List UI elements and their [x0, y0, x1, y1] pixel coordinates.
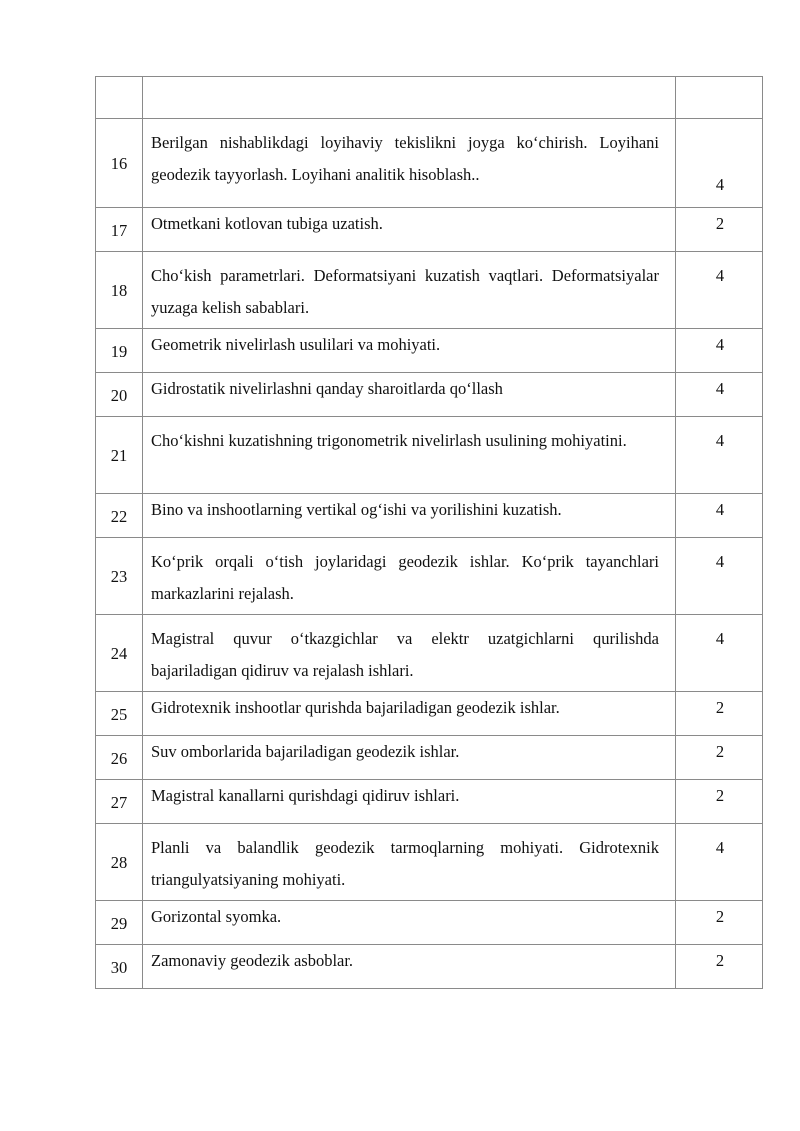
hours-value: 2	[676, 780, 763, 824]
row-number: 18	[96, 252, 143, 329]
topic-text: Gidrostatik nivelirlashni qanday sharoitlarda qo‘llash	[143, 373, 676, 417]
topic-text	[143, 77, 676, 119]
topic-text: Bino va inshootlarning vertikal og‘ishi va yorilishini kuzatish.	[143, 494, 676, 538]
hours-value: 4	[676, 329, 763, 373]
table-row	[96, 692, 763, 736]
topic-text: Zamonaviy geodezik asboblar.	[143, 945, 676, 989]
topics-table	[95, 76, 763, 989]
table-row	[96, 780, 763, 824]
row-number: 22	[96, 494, 143, 538]
table-row	[96, 615, 763, 692]
topic-text: Gorizontal syomka.	[143, 901, 676, 945]
hours-value: 4	[676, 119, 763, 208]
topic-text: Magistral quvur o‘tkazgichlar va elektr uzatgichlarni qurilishda bajariladigan qidiruv va rejalash ishlari.	[143, 615, 676, 692]
hours-value: 4	[676, 417, 763, 494]
table-row	[96, 329, 763, 373]
table-row	[96, 252, 763, 329]
table-row	[96, 538, 763, 615]
hours-value: 4	[676, 538, 763, 615]
row-number: 20	[96, 373, 143, 417]
row-number: 24	[96, 615, 143, 692]
row-number: 17	[96, 208, 143, 252]
row-number: 19	[96, 329, 143, 373]
row-number: 28	[96, 824, 143, 901]
hours-value: 2	[676, 692, 763, 736]
hours-value: 4	[676, 252, 763, 329]
topic-text: Suv omborlarida bajariladigan geodezik ishlar.	[143, 736, 676, 780]
topic-text: Cho‘kish parametrlari. Deformatsiyani kuzatish vaqtlari. Deformatsiyalar yuzaga kelish sabablari.	[143, 252, 676, 329]
table-row	[96, 945, 763, 989]
hours-value: 2	[676, 208, 763, 252]
topic-text: Gidrotexnik inshootlar qurishda bajariladigan geodezik ishlar.	[143, 692, 676, 736]
table-row	[96, 373, 763, 417]
row-number: 27	[96, 780, 143, 824]
hours-value: 2	[676, 736, 763, 780]
table-row	[96, 208, 763, 252]
hours-value: 2	[676, 945, 763, 989]
topic-text: Planli va balandlik geodezik tarmoqlarning mohiyati. Gidrotexnik triangulyatsiyaning mohiyati.	[143, 824, 676, 901]
topic-text: Berilgan nishablikdagi loyihaviy tekislikni joyga ko‘chirish. Loyihani geodezik tayyorlash. Loyihani analitik hisoblash..	[143, 119, 676, 208]
row-number: 23	[96, 538, 143, 615]
topic-text: Magistral kanallarni qurishdagi qidiruv ishlari.	[143, 780, 676, 824]
table-row	[96, 736, 763, 780]
hours-value: 4	[676, 494, 763, 538]
hours-value: 4	[676, 373, 763, 417]
hours-value: 4	[676, 824, 763, 901]
table-row	[96, 77, 763, 119]
row-number	[96, 77, 143, 119]
topic-text: Geometrik nivelirlash usulilari va mohiyati.	[143, 329, 676, 373]
topic-text: Cho‘kishni kuzatishning trigonometrik nivelirlash usulining mohiyatini.	[143, 417, 676, 494]
row-number: 25	[96, 692, 143, 736]
row-number: 29	[96, 901, 143, 945]
table-row	[96, 494, 763, 538]
row-number: 16	[96, 119, 143, 208]
hours-value	[676, 77, 763, 119]
table-row	[96, 901, 763, 945]
row-number: 26	[96, 736, 143, 780]
table-row	[96, 119, 763, 208]
table-row	[96, 824, 763, 901]
hours-value: 2	[676, 901, 763, 945]
hours-value: 4	[676, 615, 763, 692]
table-row	[96, 417, 763, 494]
row-number: 30	[96, 945, 143, 989]
row-number: 21	[96, 417, 143, 494]
topic-text: Otmetkani kotlovan tubiga uzatish.	[143, 208, 676, 252]
topic-text: Ko‘prik orqali o‘tish joylaridagi geodezik ishlar. Ko‘prik tayanchlari markazlarini rejalash.	[143, 538, 676, 615]
